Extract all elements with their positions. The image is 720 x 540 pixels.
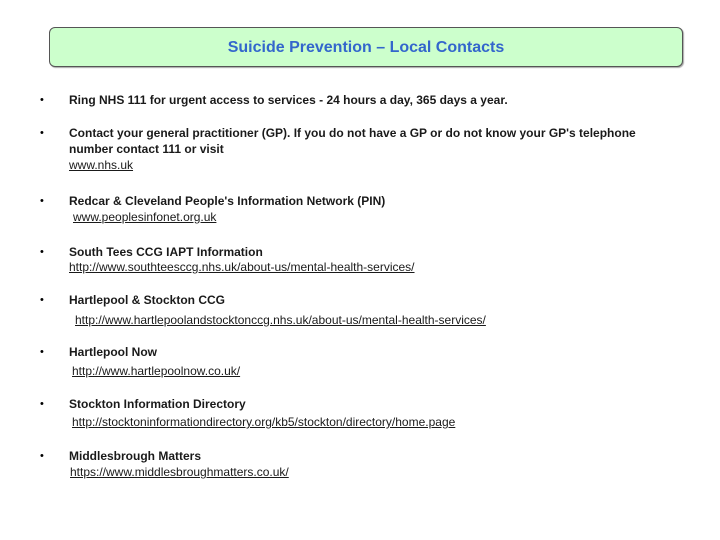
list-item-content [69,344,689,379]
list-item-content [69,292,689,328]
bullet: • [40,294,44,306]
list-item-text: Middlesbrough Matters [69,449,202,463]
list-item-content [69,244,689,275]
nhs-link[interactable]: www.nhs.uk [69,158,134,172]
bullet: • [40,246,44,258]
bullet: • [40,94,44,106]
title-banner [49,27,683,67]
list-item-content [69,193,689,225]
list-item-text: Ring NHS 111 for urgent access to services - 24 hours a day, 365 days a year. [69,93,508,107]
list-item-content [69,396,689,430]
bullet: • [40,127,44,139]
list-item-text: Stockton Information Directory [69,397,246,411]
page-title: Suicide Prevention – Local Contacts [227,39,505,56]
bullet: • [40,195,44,207]
bullet: • [40,398,44,410]
peoplesinfonet-link[interactable]: www.peoplesinfonet.org.uk [73,210,217,224]
list-item-content [69,125,659,173]
list-item-text: South Tees CCG IAPT Information [69,245,263,259]
list-item-content [69,92,689,108]
bullet: • [40,346,44,358]
hartlepool-stockton-link[interactable]: http://www.hartlepoolandstocktonccg.nhs.uk/about-us/mental-health-services/ [75,313,486,327]
middlesbrough-link[interactable]: https://www.middlesbroughmatters.co.uk/ [70,465,289,479]
south-tees-link[interactable]: http://www.southteesccg.nhs.uk/about-us/mental-health-services/ [69,260,415,274]
list-item-content [69,448,689,480]
list-item-text: Redcar & Cleveland People's Information Network (PIN) [69,194,386,208]
list-item-text: Hartlepool Now [69,345,158,359]
bullet: • [40,450,44,462]
list-item-text: Contact your general practitioner (GP). If you do not have a GP or do not know your GP's telephone number contact 111 or visit [69,126,636,156]
hartlepool-now-link[interactable]: http://www.hartlepoolnow.co.uk/ [72,364,241,378]
list-item-text: Hartlepool & Stockton CCG [69,293,226,307]
stockton-directory-link[interactable]: http://stocktoninformationdirectory.org/kb5/stockton/directory/home.page [72,415,456,429]
